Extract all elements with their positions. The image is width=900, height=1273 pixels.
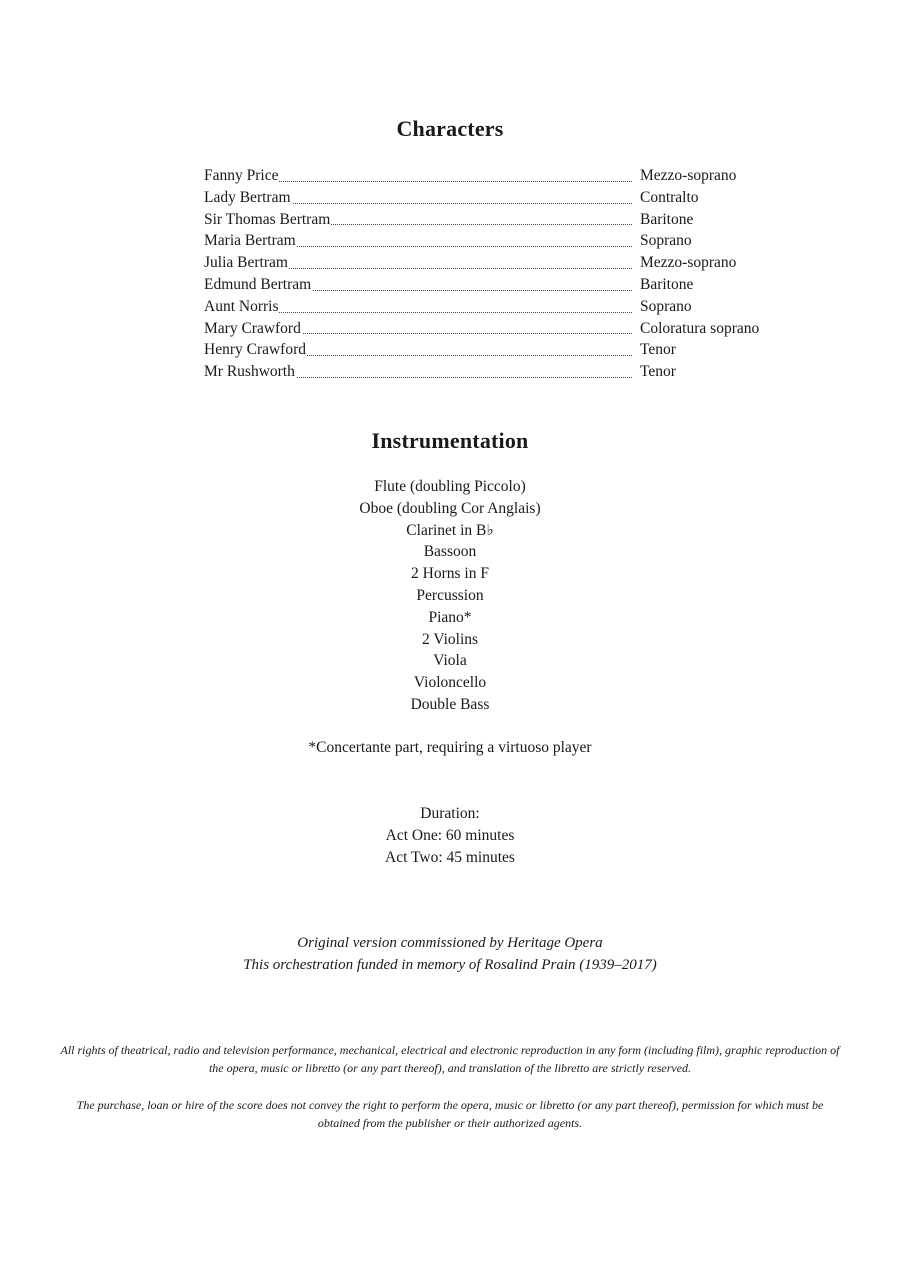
cast-list [204, 165, 804, 383]
character-name: Maria Bertram [204, 232, 296, 250]
instrument-item: Percussion [416, 586, 484, 604]
character-name: Edmund Bertram [204, 275, 312, 293]
character-name: Sir Thomas Bertram [204, 210, 331, 228]
voice-type: Baritone [640, 275, 694, 293]
character-name: Mr Rushworth [204, 363, 295, 381]
rights-reserved-notice: All rights of theatrical, radio and television performance, mechanical, electrical and electronic reproduction in any form (including film), graphic reproduction of the opera, music or libretto (or any part thereof), and translation of the libretto are strictly reserved. [60, 1043, 840, 1075]
voice-type: Coloratura soprano [640, 319, 760, 337]
instrument-item: Bassoon [423, 543, 477, 561]
cast-row [204, 361, 804, 383]
instrument-item: Flute (doubling Piccolo) [374, 478, 526, 495]
cast-row [204, 209, 804, 231]
character-name: Henry Crawford [204, 341, 307, 359]
commission-credit: Original version commissioned by Heritage Opera [297, 935, 603, 951]
characters-heading: Characters [396, 116, 504, 141]
cast-row [204, 165, 804, 187]
instrument-item: 2 Horns in F [411, 565, 489, 583]
instrument-item: Double Bass [410, 695, 490, 713]
voice-type: Tenor [640, 341, 676, 359]
cast-row [204, 296, 804, 318]
instrument-item: Clarinet in B♭ [406, 521, 494, 539]
piano-footnote: *Concertante part, requiring a virtuoso player [308, 739, 592, 756]
instrument-item: Piano* [428, 608, 472, 626]
cast-row [204, 187, 804, 209]
instrument-item: Viola [433, 652, 467, 670]
voice-type: Soprano [640, 232, 692, 250]
voice-type: Mezzo-soprano [640, 167, 737, 184]
character-name: Fanny Price [204, 167, 279, 184]
character-name: Aunt Norris [204, 297, 279, 315]
duration-label: Duration: [420, 805, 480, 822]
instrument-item: Oboe (doubling Cor Anglais) [359, 499, 541, 517]
cast-row [204, 230, 804, 252]
funding-credit: This orchestration funded in memory of Rosalind Prain (1939–2017) [243, 957, 657, 973]
instrumentation-heading: Instrumentation [371, 428, 529, 453]
instrument-item: 2 Violins [421, 630, 479, 648]
character-name: Lady Bertram [204, 188, 291, 206]
voice-type: Mezzo-soprano [640, 254, 737, 272]
character-name: Julia Bertram [204, 254, 288, 272]
cast-row [204, 318, 804, 340]
instrument-item: Violoncello [413, 674, 487, 692]
cast-row [204, 274, 804, 296]
cast-row [204, 252, 804, 274]
voice-type: Soprano [640, 297, 692, 315]
voice-type: Contralto [640, 188, 699, 206]
instrument-list [0, 476, 900, 716]
character-name: Mary Crawford [204, 319, 301, 337]
duration-act-two: Act Two: 45 minutes [385, 849, 515, 866]
duration-act-one: Act One: 60 minutes [385, 827, 515, 844]
voice-type: Baritone [640, 210, 694, 228]
cast-row [204, 339, 804, 361]
voice-type: Tenor [640, 363, 676, 381]
purchase-notice: The purchase, loan or hire of the score does not convey the right to perform the opera, music or libretto (or any part thereof), permission for which must be obtained from the publisher or their authorized agents. [76, 1098, 824, 1130]
